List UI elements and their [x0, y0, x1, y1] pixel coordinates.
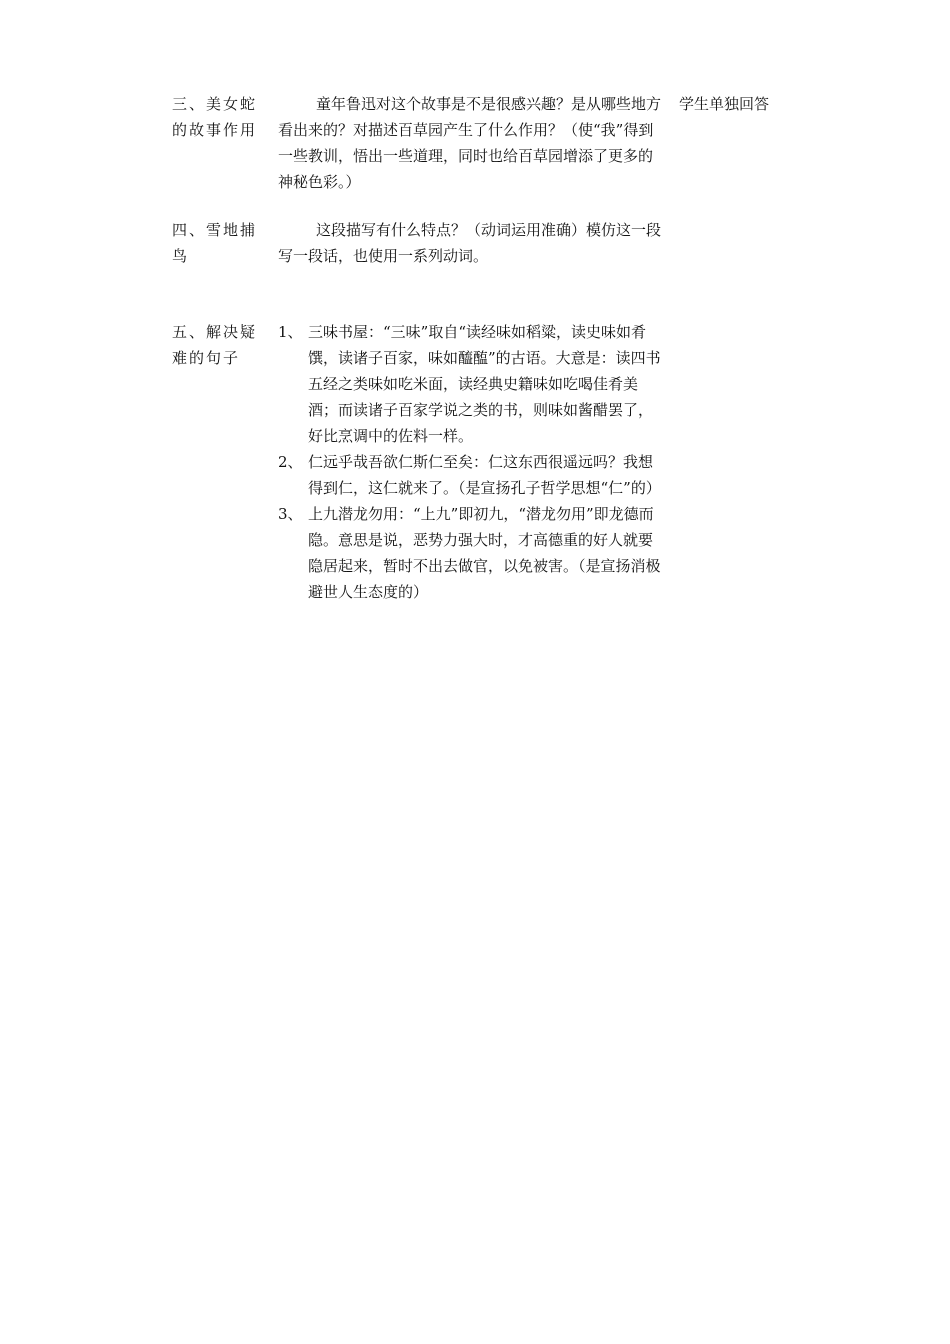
section-note: 学生单独回答 [679, 95, 770, 113]
list-item [278, 319, 663, 449]
section-content [278, 217, 663, 269]
list-item-text: 上九潜龙勿用：“上九”即初九，“潜龙勿用”即龙德而隐。意思是说，恶势力强大时，才高德重的好人就要隐居起来，暂时不出去做官，以免被害。（是宣扬消极避世人生态度的） [308, 505, 661, 601]
list-item-number: 2、 [278, 453, 303, 471]
list-item-number: 3、 [278, 505, 303, 523]
section-paragraph: 这段描写有什么特点？（动词运用准确）模仿这一段写一段话，也使用一系列动词。 [278, 221, 662, 265]
list-item [278, 449, 663, 501]
sentence-list [278, 319, 663, 605]
list-item-number: 1、 [278, 323, 303, 341]
section-heading: 四、雪地捕鸟 [172, 221, 258, 265]
list-item-text: 三味书屋：“三味”取自“读经味如稻粱，读史味如肴馔，读诸子百家，味如醯醢”的古语。大意是：读四书五经之类味如吃米面，读经典史籍味如吃喝佳肴美酒；而读诸子百家学说之类的书，则味如酱醋罢了，好比烹调中的佐料一样。 [308, 323, 661, 445]
list-item [278, 501, 663, 605]
list-item-text: 仁远乎哉吾欲仁斯仁至矣：仁这东西很遥远吗？我想得到仁，这仁就来了。（是宣扬孔子哲学思想“仁”的） [308, 453, 661, 497]
section-heading: 五、解决疑难的句子 [172, 323, 258, 367]
section-content [278, 319, 663, 605]
section-content [278, 91, 663, 195]
section-paragraph: 童年鲁迅对这个故事是不是很感兴趣？是从哪些地方看出来的？对描述百草园产生了什么作用？（使“我”得到一些教训，悟出一些道理，同时也给百草园增添了更多的神秘色彩。） [278, 95, 662, 191]
section-heading: 三、美女蛇的故事作用 [172, 95, 258, 139]
